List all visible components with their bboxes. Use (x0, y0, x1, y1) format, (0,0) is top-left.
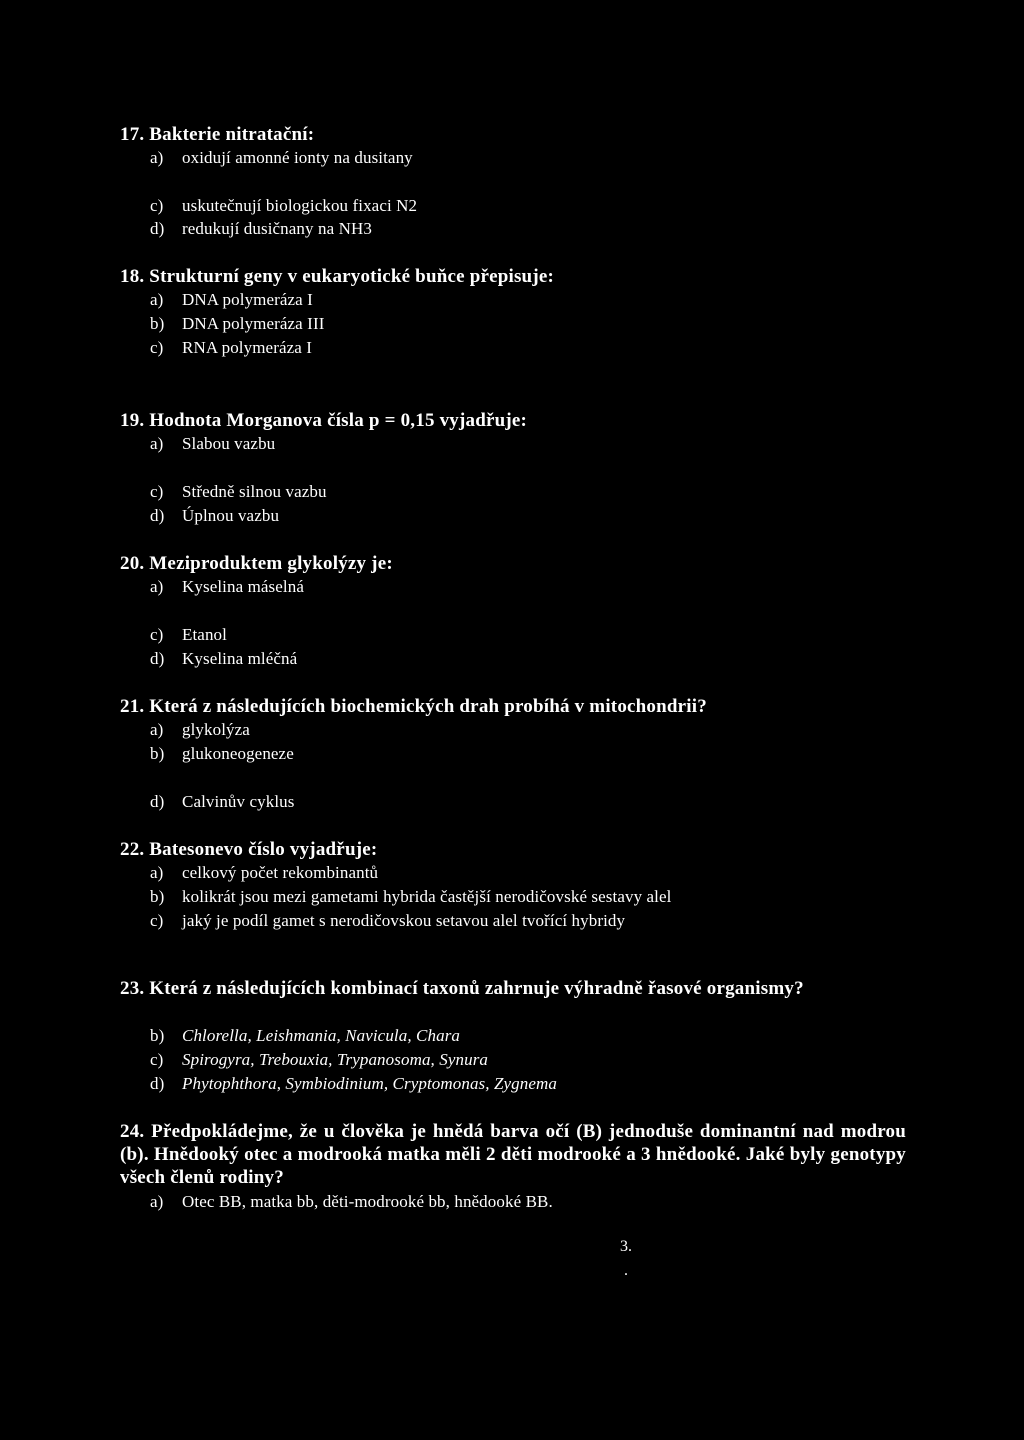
question-23-title: 23. Která z následujících kombinací taxonů zahrnuje výhradně řasové organismy? (120, 978, 804, 999)
option-text: jaký je podíl gamet s nerodičovskou setavou alel tvořící hybridy (182, 911, 626, 930)
question-22-option-a (150, 863, 378, 883)
option-text: DNA polymeráza III (182, 314, 325, 333)
option-text: Calvinův cyklus (182, 792, 295, 811)
stray-fragment-2: . (624, 1262, 628, 1279)
option-marker: a) (150, 577, 164, 596)
question-24-option-a (150, 1192, 553, 1212)
question-24-text: 24. Předpokládejme, že u člověka je hnědá barva očí (B) jednoduše dominantní nad modrou (b). Hnědooký otec a modrooká matka měli 2 děti modrooké a 3 hnědooké. Jaké byly genotypy všech členů rodiny? (120, 1121, 906, 1188)
option-marker: d) (150, 219, 165, 238)
option-marker: b) (150, 314, 165, 333)
option-marker: a) (150, 434, 164, 453)
option-marker: a) (150, 720, 164, 739)
option-marker: d) (150, 1074, 165, 1093)
option-marker: a) (150, 1192, 164, 1211)
option-marker: b) (150, 744, 165, 763)
option-marker: a) (150, 148, 164, 167)
option-text: glukoneogeneze (182, 744, 294, 763)
question-23-option-c (150, 1050, 488, 1070)
option-text: oxidují amonné ionty na dusitany (182, 148, 413, 167)
option-marker: c) (150, 911, 164, 930)
option-marker: b) (150, 1026, 165, 1045)
option-text: Slabou vazbu (182, 434, 276, 453)
question-21-option-a (150, 720, 250, 740)
option-marker: d) (150, 792, 165, 811)
option-text: Středně silnou vazbu (182, 482, 327, 501)
question-19-option-a (150, 434, 275, 454)
option-marker: d) (150, 506, 165, 525)
question-19-option-c (150, 482, 327, 502)
option-text: uskutečnují biologickou fixaci N2 (182, 196, 418, 215)
option-marker: a) (150, 290, 164, 309)
question-18-option-a (150, 290, 313, 310)
option-marker: d) (150, 649, 165, 668)
option-text: Chlorella, Leishmania, Navicula, Chara (182, 1026, 461, 1045)
option-marker: c) (150, 482, 164, 501)
question-22-option-c (150, 911, 625, 931)
question-18-option-b (150, 314, 324, 334)
option-marker: c) (150, 196, 164, 215)
option-text: RNA polymeráza I (182, 338, 313, 357)
question-20-option-c (150, 625, 227, 645)
question-23-option-b (150, 1026, 460, 1046)
question-23-option-d (150, 1074, 557, 1094)
question-18-title: 18. Strukturní geny v eukaryotické buňce přepisuje: (120, 266, 555, 287)
question-17-option-a (150, 148, 413, 168)
option-text: glykolýza (182, 720, 250, 739)
question-19-title: 19. Hodnota Morganova čísla p = 0,15 vyjadřuje: (120, 410, 528, 431)
option-marker: c) (150, 338, 164, 357)
option-text: Etanol (182, 625, 227, 644)
option-marker: b) (150, 887, 165, 906)
option-text: kolikrát jsou mezi gametami hybrida častější nerodičovské sestavy alel (182, 887, 672, 906)
option-marker: c) (150, 1050, 164, 1069)
question-18-option-c (150, 338, 312, 358)
question-19-option-d (150, 506, 279, 526)
option-text: Úplnou vazbu (182, 506, 280, 525)
option-text: Spirogyra, Trebouxia, Trypanosoma, Synura (182, 1050, 489, 1069)
stray-fragment-1: 3. (620, 1238, 632, 1255)
option-text: redukují dusičnany na NH3 (182, 219, 372, 238)
question-22-title: 22. Batesonevo číslo vyjadřuje: (120, 839, 378, 860)
question-21-title: 21. Která z následujících biochemických drah probíhá v mitochondrii? (120, 696, 707, 717)
option-text: DNA polymeráza I (182, 290, 313, 309)
question-20-title: 20. Meziproduktem glykolýzy je: (120, 553, 393, 574)
option-text: Kyselina máselná (182, 577, 304, 596)
option-marker: c) (150, 625, 164, 644)
question-17-option-d (150, 219, 372, 239)
question-17-option-c (150, 196, 417, 216)
question-17-title: 17. Bakterie nitratační: (120, 124, 315, 145)
question-20-option-d (150, 649, 297, 669)
option-text: Kyselina mléčná (182, 649, 298, 668)
question-20-option-a (150, 577, 304, 597)
option-text: Phytophthora, Symbiodinium, Cryptomonas, Zygnema (182, 1074, 557, 1093)
option-marker: a) (150, 863, 164, 882)
question-21-option-b (150, 744, 294, 764)
question-22-option-b (150, 887, 671, 907)
option-text: celkový počet rekombinantů (182, 863, 379, 882)
option-text: Otec BB, matka bb, děti-modrooké bb, hnědooké BB. (182, 1192, 553, 1211)
question-21-option-d (150, 792, 294, 812)
